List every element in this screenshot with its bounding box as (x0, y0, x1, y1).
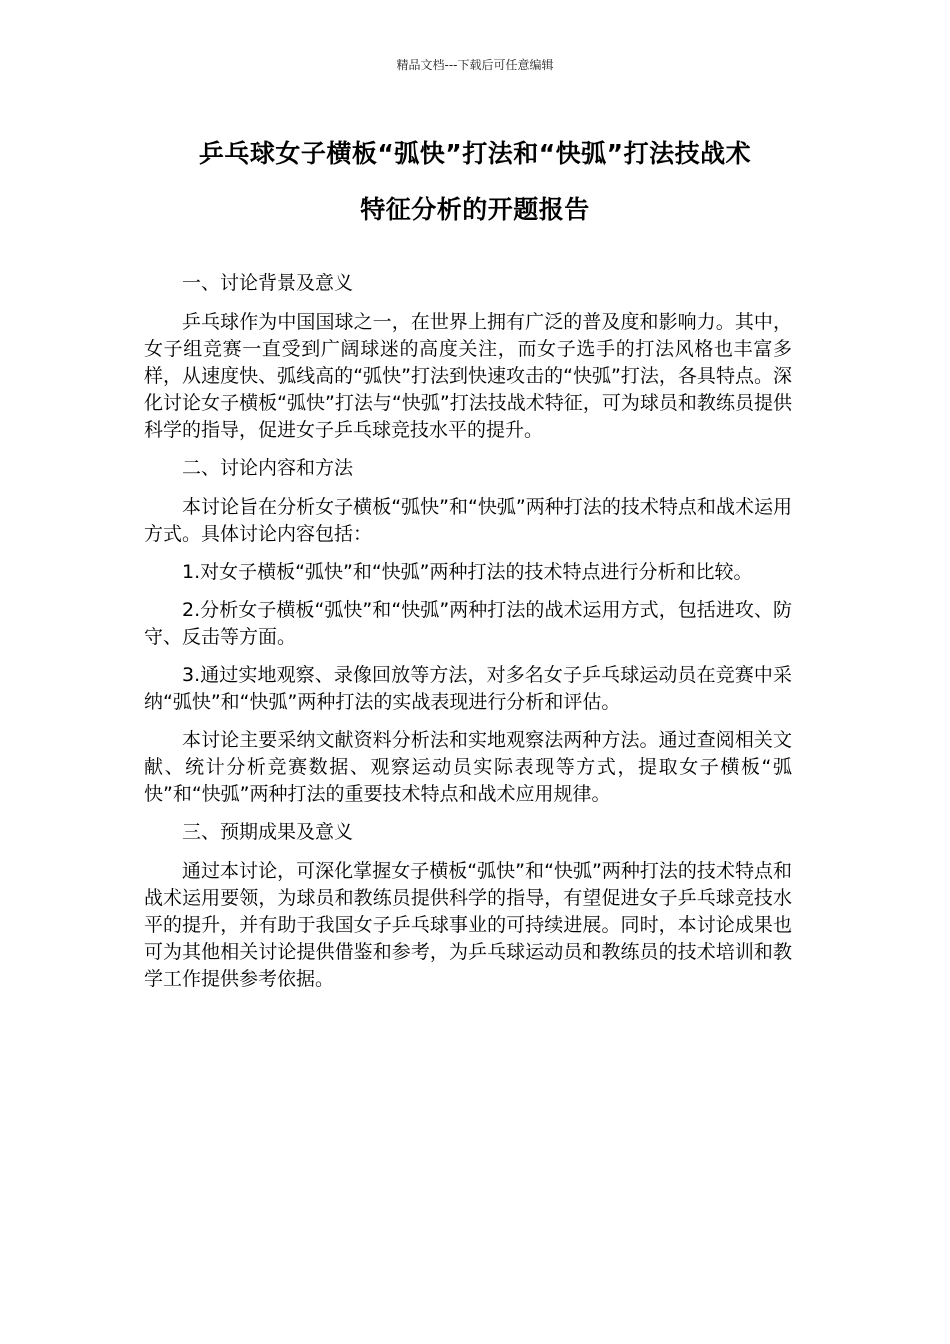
document-title-line-2: 特征分析的开题报告 (360, 195, 590, 224)
list-item-2: 2.分析女子横板“弧快”和“快弧”两种打法的战术运用方式，包括进攻、防守、反击等方面。 (144, 599, 792, 648)
paragraph-methods: 本讨论主要采纳文献资料分析法和实地观察法两种方法。通过查阅相关文献、统计分析竞赛数据、观察运动员实际表现等方式，提取女子横板“弧快”和“快弧”两种打法的重要技术特点和战术应用规律。 (144, 729, 792, 805)
paragraph-research-aim: 本讨论旨在分析女子横板“弧快”和“快弧”两种打法的技术特点和战术运用方式。具体讨论内容包括： (144, 496, 792, 545)
list-item-3: 3.通过实地观察、录像回放等方法，对多名女子乒乓球运动员在竞赛中采纳“弧快”和“快弧”两种打法的实战表现进行分析和评估。 (144, 664, 792, 713)
list-item-1: 1.对女子横板“弧快”和“快弧”两种打法的技术特点进行分析和比较。 (182, 561, 753, 583)
document-title-line-1: 乒乓球女子横板“弧快”打法和“快弧”打法技战术 (198, 139, 752, 168)
paragraph-background: 乒乓球作为中国国球之一，在世界上拥有广泛的普及度和影响力。其中，女子组竞赛一直受到广阔球迷的高度关注，而女子选手的打法风格也丰富多样，从速度快、弧线高的“弧快”打法到快速攻击的“快弧”打法，各具特点。深化讨论女子横板“弧快”打法与“快弧”打法技战术特征，可为球员和教练员提供科学的指导，促进女子乒乓球竞技水平的提升。 (144, 311, 792, 441)
page-header: 精品文档---下载后可任意编辑 (396, 58, 554, 72)
section-heading-background: 一、讨论背景及意义 (182, 272, 354, 294)
section-heading-expected-results: 三、预期成果及意义 (182, 821, 354, 843)
document-body (144, 270, 792, 1004)
section-heading-content-methods: 二、讨论内容和方法 (182, 457, 354, 479)
paragraph-expected-results: 通过本讨论，可深化掌握女子横板“弧快”和“快弧”两种打法的技术特点和战术运用要领，为球员和教练员提供科学的指导，有望促进女子乒乓球竞技水平的提升，并有助于我国女子乒乓球事业的可持续进展。同时，本讨论成果也可为其他相关讨论提供借鉴和参考，为乒乓球运动员和教练员的技术培训和教学工作提供参考依据。 (144, 860, 792, 990)
